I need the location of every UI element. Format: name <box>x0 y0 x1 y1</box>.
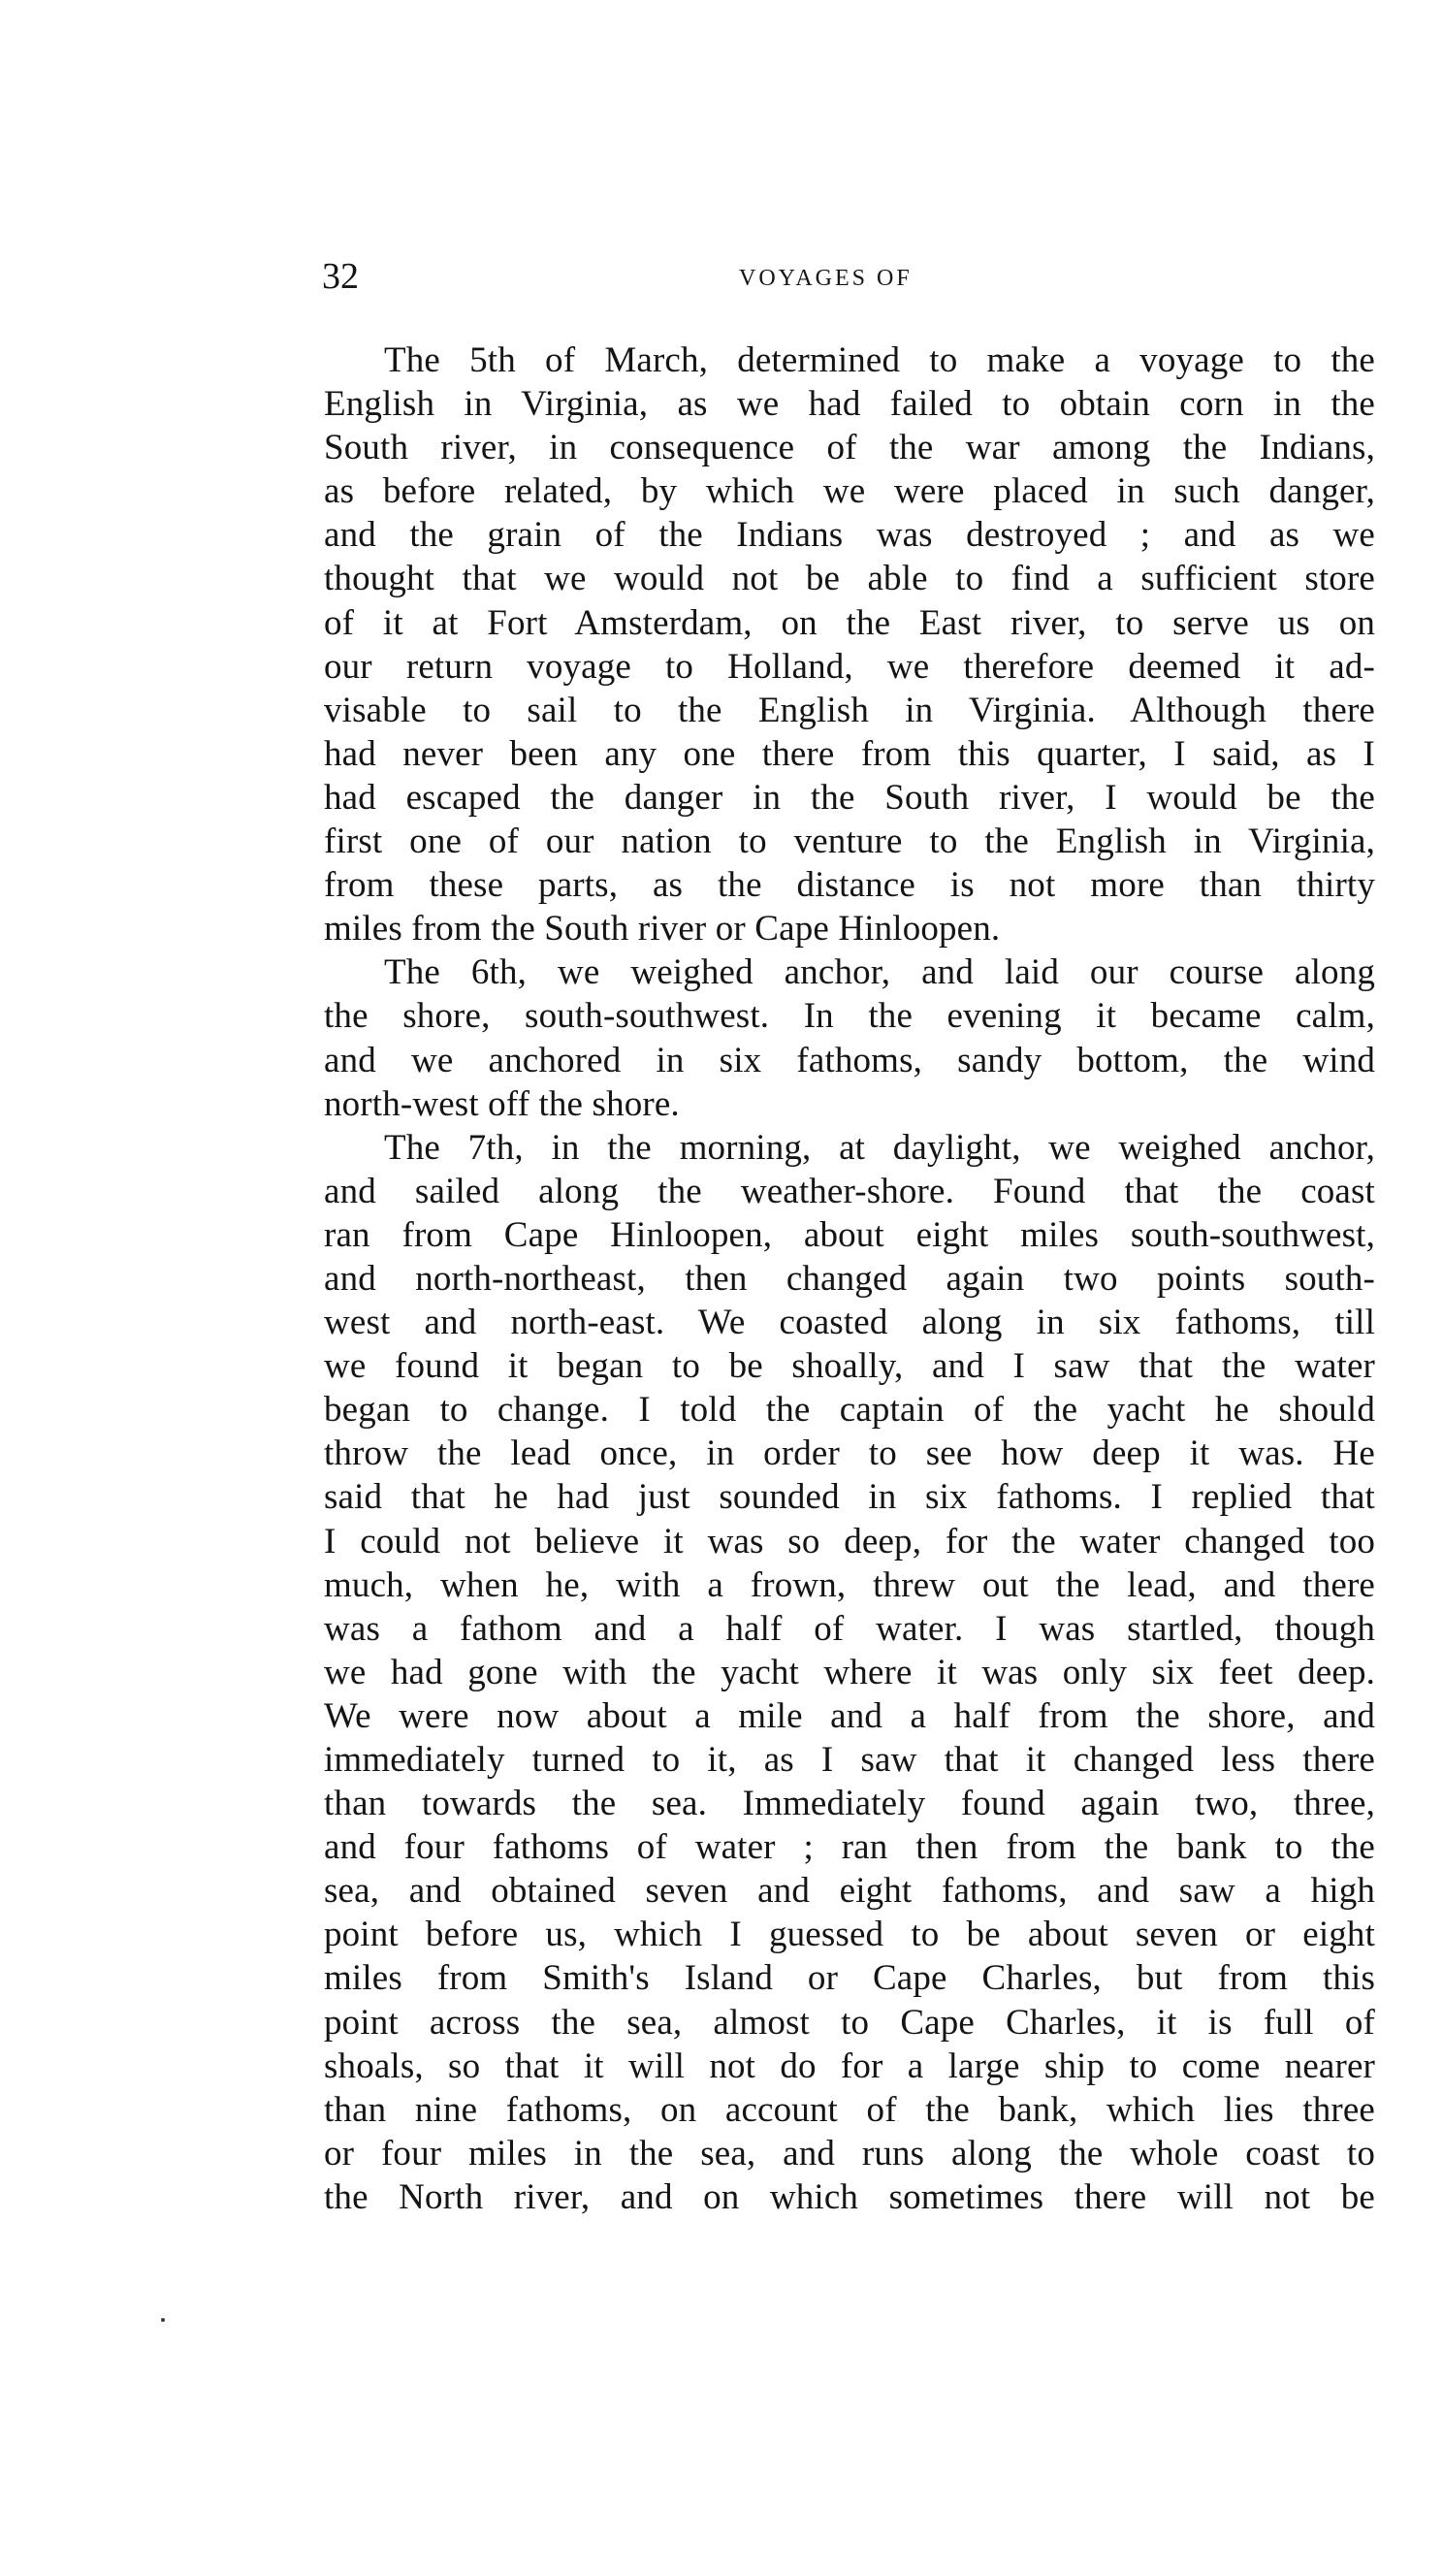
text-line: I could not believe it was so deep, for the water changed too <box>324 1521 1375 1562</box>
text-line: English in Virginia, as we had failed to obtain corn in the <box>324 384 1375 425</box>
text-line: The 7th, in the morning, at daylight, we weighed anchor, <box>384 1127 1375 1168</box>
text-line: the North river, and on which sometimes there will not be <box>324 2176 1375 2217</box>
text-line: began to change. I told the captain of the yacht he should <box>324 1390 1375 1431</box>
text-line: west and north-east. We coasted along in six fathoms, till <box>324 1303 1375 1343</box>
text-line: first one of our nation to venture to the English in Virginia, <box>324 821 1375 862</box>
text-line: was a fathom and a half of water. I was startled, though <box>324 1608 1375 1649</box>
text-line: thought that we would not be able to find a sufficient store <box>324 559 1375 599</box>
text-line: as before related, by which we were placed in such danger, <box>324 471 1375 512</box>
text-line: sea, and obtained seven and eight fathoms, and saw a high <box>324 1871 1375 1912</box>
text-line: ran from Cape Hinloopen, about eight miles south-southwest, <box>324 1214 1375 1255</box>
text-line: immediately turned to it, as I saw that it changed less there <box>324 1740 1375 1780</box>
text-line: and the grain of the Indians was destroyed ; and as we <box>324 515 1375 556</box>
text-line: much, when he, with a frown, threw out the lead, and there <box>324 1564 1375 1605</box>
text-line: South river, in consequence of the war among the Indians, <box>324 428 1375 468</box>
text-line: our return voyage to Holland, we therefore deemed it ad- <box>324 646 1375 687</box>
text-line: had never been any one there from this quarter, I said, as I <box>324 733 1375 774</box>
running-head: VOYAGES OF <box>739 266 913 291</box>
text-line: north-west off the shore. <box>324 1083 680 1124</box>
text-line: the shore, south-southwest. In the evening it became calm, <box>324 996 1375 1037</box>
body-text <box>324 338 1375 2219</box>
text-line: or four miles in the sea, and runs along the whole coast to <box>324 2133 1375 2174</box>
text-line: and sailed along the weather-shore. Found that the coast <box>324 1171 1375 1211</box>
page-number: 32 <box>322 256 359 297</box>
text-line: we found it began to be shoally, and I saw that the water <box>324 1346 1375 1387</box>
text-line: The 5th of March, determined to make a voyage to the <box>384 340 1375 380</box>
text-line: than nine fathoms, on account of the bank, which lies three <box>324 2089 1375 2130</box>
text-line: miles from Smith's Island or Cape Charles, but from this <box>324 1958 1375 1999</box>
text-line: of it at Fort Amsterdam, on the East river, to serve us on <box>324 602 1375 643</box>
text-line: The 6th, we weighed anchor, and laid our course along <box>384 952 1375 993</box>
text-line: throw the lead once, in order to see how deep it was. He <box>324 1433 1375 1474</box>
text-line: and four fathoms of water ; ran then from the bank to the <box>324 1827 1375 1868</box>
text-line: said that he had just sounded in six fathoms. I replied that <box>324 1477 1375 1518</box>
ink-speck <box>161 2318 165 2322</box>
text-line: point before us, which I guessed to be about seven or eight <box>324 1915 1375 1955</box>
text-line: we had gone with the yacht where it was only six feet deep. <box>324 1652 1375 1692</box>
text-line: and north-northeast, then changed again two points south- <box>324 1258 1375 1299</box>
text-line: from these parts, as the distance is not more than thirty <box>324 865 1375 906</box>
text-line: point across the sea, almost to Cape Charles, it is full of <box>324 2002 1375 2043</box>
text-line: miles from the South river or Cape Hinloopen. <box>324 909 1001 950</box>
text-line: and we anchored in six fathoms, sandy bottom, the wind <box>324 1040 1375 1080</box>
text-line: than towards the sea. Immediately found again two, three, <box>324 1784 1375 1824</box>
text-line: shoals, so that it will not do for a large ship to come nearer <box>324 2045 1375 2086</box>
text-line: We were now about a mile and a half from the shore, and <box>324 1695 1375 1736</box>
text-line: visable to sail to the English in Virginia. Although there <box>324 690 1375 730</box>
text-line: had escaped the danger in the South river, I would be the <box>324 777 1375 818</box>
